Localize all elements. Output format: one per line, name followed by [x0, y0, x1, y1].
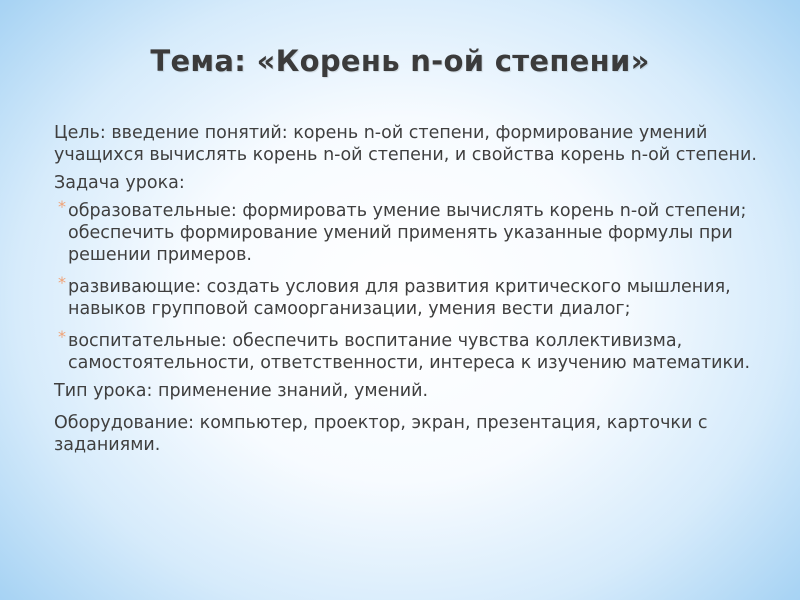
bullet-item-educational [54, 197, 766, 266]
asterisk-bullet-icon: * [58, 197, 66, 216]
bullet-item-upbringing [54, 327, 766, 374]
bullet-text: образовательные: формировать умение вычислять корень n-ой степени; обеспечить формирование умений применять указанные формулы при решении примеров. [68, 201, 747, 265]
goal-text: введение понятий: корень n-ой степени, формирование умений учащихся вычислять корень n-ой степени, и свойства корень n-ой степени. [54, 123, 757, 165]
goal-paragraph [54, 122, 766, 166]
bullet-text: развивающие: создать условия для развития критического мышления, навыков групповой самоорганизации, умения вести диалог; [68, 277, 731, 319]
slide-body [54, 122, 766, 462]
slide-title: Тема: «Корень n-ой степени» [150, 44, 650, 78]
bullet-text: воспитательные: обеспечить воспитание чувства коллективизма, самостоятельности, ответственности, интереса к изучению математики. [68, 331, 751, 373]
task-heading: Задача урока: [54, 173, 185, 193]
equipment-paragraph [54, 412, 766, 456]
equipment-text: компьютер, проектор, экран, презентация, карточки с заданиями. [54, 413, 708, 455]
lesson-type-text: применение знаний, умений. [152, 381, 429, 401]
asterisk-bullet-icon: * [58, 273, 66, 292]
asterisk-bullet-icon: * [58, 327, 66, 346]
bullet-item-developing [54, 273, 766, 320]
lesson-type-label: Тип урока: [54, 381, 153, 401]
lesson-type-paragraph [54, 380, 766, 402]
goal-label: Цель: [54, 123, 106, 143]
equipment-label: Оборудование: [54, 413, 195, 433]
